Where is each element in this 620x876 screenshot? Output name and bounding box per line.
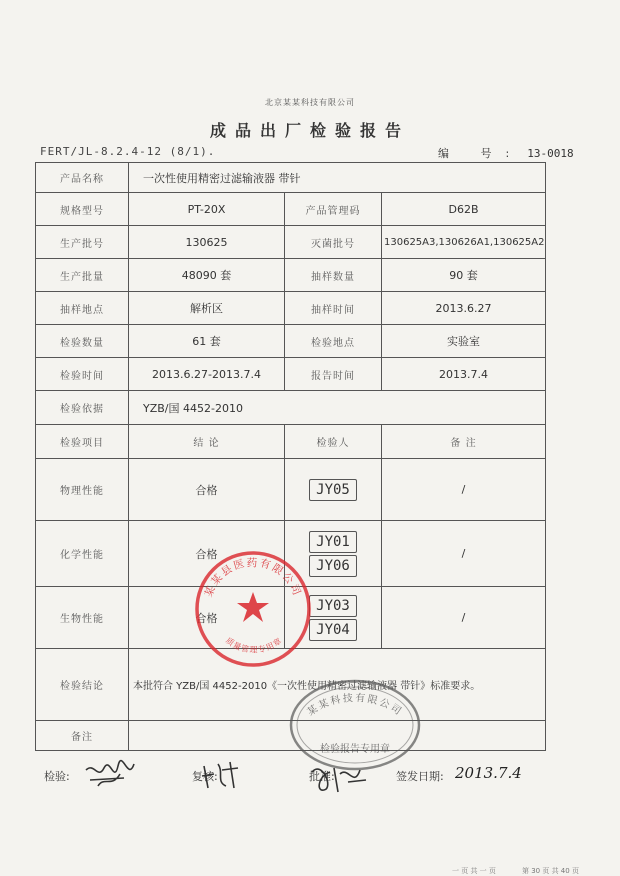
inspect-place-value: 实验室 <box>382 325 546 358</box>
batch-label: 生产批号 <box>36 226 129 259</box>
item-row-physical <box>36 459 546 521</box>
review-sign-label: 复核: <box>192 770 218 783</box>
item-result: 合格 <box>129 521 285 587</box>
row-batch <box>36 226 546 259</box>
svg-text:质量管理专用章 <box>224 635 284 655</box>
red-seal-stamp <box>192 548 314 670</box>
approver-signature <box>308 758 368 798</box>
company-name: 北京某某科技有限公司 <box>265 98 355 107</box>
sterile-value: 130625A3,130626A1,130625A2 <box>382 226 546 259</box>
item-remark: / <box>382 459 546 521</box>
header-conclusion: 结 论 <box>129 425 285 459</box>
red-seal-inner: 质量管理专用章 <box>223 635 285 655</box>
basis-value: YZB/国 4452-2010 <box>129 391 546 425</box>
report-time-value: 2013.7.4 <box>382 358 546 391</box>
item-name: 物理性能 <box>36 459 129 521</box>
mfr-code-value: D62B <box>382 193 546 226</box>
item-remark: / <box>382 587 546 649</box>
row-spec <box>36 193 546 226</box>
row-qty <box>36 259 546 292</box>
qty-label: 生产批量 <box>36 259 129 292</box>
conclusion-text: 本批符合 YZB/国 4452-2010《一次性使用精密过滤输液器 带针》标准要求。 <box>129 649 546 721</box>
sterile-label: 灭菌批号 <box>285 226 382 259</box>
place-label: 抽样地点 <box>36 292 129 325</box>
inspect-time-value: 2013.6.27-2013.7.4 <box>129 358 285 391</box>
inspector-stamp: JY03 <box>309 595 357 617</box>
red-seal-text: 某某县医药有限公司 <box>202 556 304 599</box>
inspect-time-label: 检验时间 <box>36 358 129 391</box>
conclusion-label: 检验结论 <box>36 649 129 721</box>
header-inspector: 检验人 <box>285 425 382 459</box>
serial-label: 编 号: <box>438 147 524 160</box>
qty-value: 48090 套 <box>129 259 285 292</box>
report-time-label: 报告时间 <box>285 358 382 391</box>
remarks-label: 备注 <box>36 721 129 751</box>
approve-sign-label: 批准: <box>309 770 335 783</box>
footer-right: 第 30 页 共 40 页 <box>522 867 579 875</box>
item-result: 合格 <box>129 587 285 649</box>
header-item: 检验项目 <box>36 425 129 459</box>
spec-label: 规格型号 <box>36 193 129 226</box>
basis-label: 检验依据 <box>36 391 129 425</box>
sample-time-value: 2013.6.27 <box>382 292 546 325</box>
issue-date-value: 2013.7.4 <box>455 764 522 782</box>
item-inspectors <box>285 459 382 521</box>
sample-label: 抽样数量 <box>285 259 382 292</box>
inspector-stamp: JY06 <box>309 555 357 577</box>
product-label: 产品名称 <box>36 163 129 193</box>
row-inspect-qty <box>36 325 546 358</box>
sample-time-label: 抽样时间 <box>285 292 382 325</box>
issue-date-label: 签发日期: <box>396 770 444 783</box>
items-header-row <box>36 425 546 459</box>
footer-left: 一 页 共 一 页 <box>452 867 496 875</box>
grey-seal-text: 某某科技有限公司 <box>305 692 405 719</box>
reviewer-signature <box>200 758 242 792</box>
row-basis <box>36 391 546 425</box>
inspector-stamp: JY04 <box>309 619 357 641</box>
inspector-stamp: JY05 <box>309 479 357 501</box>
svg-text:某某县医药有限公司 <box>202 556 303 599</box>
grey-seal-inner: 检验报告专用章 <box>320 744 390 755</box>
doc-code: FERT/JL-8.2.4-12 (8/1). <box>40 145 216 158</box>
inspect-place-label: 检验地点 <box>285 325 382 358</box>
item-name: 化学性能 <box>36 521 129 587</box>
row-inspect-time <box>36 358 546 391</box>
serial-number <box>438 145 574 161</box>
report-title: 成品出厂检验报告 <box>209 121 410 140</box>
product-value: 一次性使用精密过滤输液器 带针 <box>129 163 546 193</box>
spec-value: PT-20X <box>129 193 285 226</box>
batch-value: 130625 <box>129 226 285 259</box>
inspect-qty-value: 61 套 <box>129 325 285 358</box>
inspector-stamp: JY01 <box>309 531 357 553</box>
header-remark: 备 注 <box>382 425 546 459</box>
item-remark: / <box>382 521 546 587</box>
inspect-qty-label: 检验数量 <box>36 325 129 358</box>
mfr-code-label: 产品管理码 <box>285 193 382 226</box>
row-place <box>36 292 546 325</box>
item-result: 合格 <box>129 459 285 521</box>
row-product <box>36 163 546 193</box>
place-value: 解析区 <box>129 292 285 325</box>
inspector-sign-label: 检验: <box>44 770 70 783</box>
inspector-signature <box>84 758 136 792</box>
item-name: 生物性能 <box>36 587 129 649</box>
serial-value: 13-0018 <box>527 147 574 160</box>
sample-value: 90 套 <box>382 259 546 292</box>
